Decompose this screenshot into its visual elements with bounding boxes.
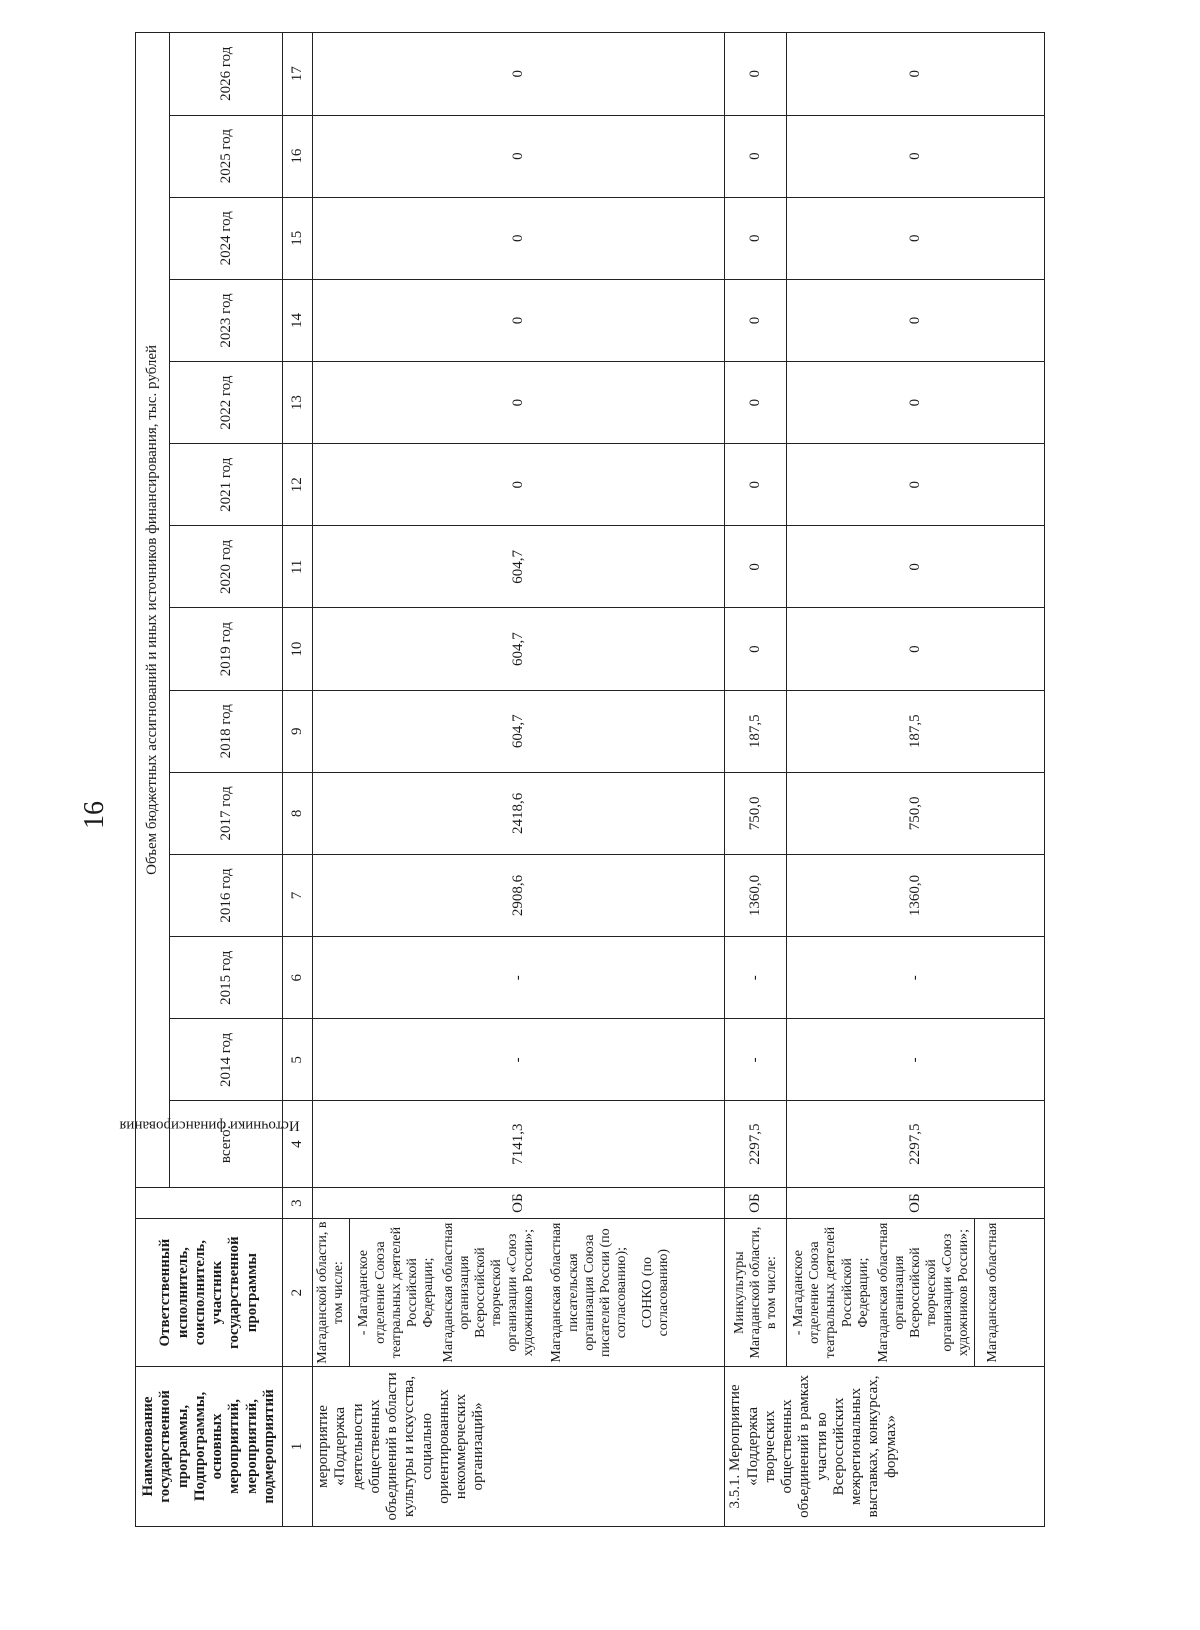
column-number: 8 (283, 772, 313, 854)
column-number: 1 (283, 1366, 313, 1526)
row-executor-item: Магаданская областная писательская организация Союза писателей России (по согласованию); (549, 1222, 629, 1363)
row-executor-item: СОНКО (по согласованию) (639, 1248, 672, 1337)
row-value: - (787, 937, 1045, 1019)
row-source: ОБ (787, 1187, 1045, 1219)
row-value: 0 (725, 608, 787, 690)
header-year: 2020 год (170, 526, 283, 608)
header-year: 2026 год (170, 33, 283, 116)
header-year: 2022 год (170, 362, 283, 444)
row-source: ОБ (725, 1187, 787, 1219)
row-source: ОБ (313, 1187, 725, 1219)
row-value: - (787, 1019, 1045, 1101)
column-number: 17 (283, 33, 313, 116)
row-value: 7141,3 (313, 1101, 725, 1187)
table-row (313, 33, 725, 1527)
row-value: 604,7 (313, 690, 725, 772)
column-number: 14 (283, 279, 313, 361)
funding-table (119, 32, 1045, 1527)
row-value: 0 (787, 608, 1045, 690)
row-value: 2297,5 (787, 1101, 1045, 1187)
header-total: всего: (170, 1101, 283, 1187)
row-value: 0 (787, 33, 1045, 116)
row-value: 0 (725, 526, 787, 608)
page-number: 16 (79, 801, 110, 829)
row-value: 1360,0 (725, 854, 787, 936)
row-value: 604,7 (313, 608, 725, 690)
header-year: 2016 год (170, 854, 283, 936)
row-value: - (725, 937, 787, 1019)
header-source-text: Источники финансирования (119, 1117, 300, 1134)
row-executor-item: Магаданская областная организация Всероссийской творческой организации «Союз художников России»; (875, 1222, 972, 1363)
header-year: 2014 год (170, 1019, 283, 1101)
row-value: 0 (787, 526, 1045, 608)
row-value: 2297,5 (725, 1101, 787, 1187)
header-year: 2023 год (170, 279, 283, 361)
header-executor: Ответственный исполнитель, соисполнитель, участник государственной программы (136, 1219, 283, 1366)
rotated-table-container (119, 32, 1045, 1527)
row-value: 0 (787, 362, 1045, 444)
row-value: - (313, 937, 725, 1019)
row-executor-item: Магаданская областная (974, 1219, 1003, 1365)
column-number: 9 (283, 690, 313, 772)
column-number: 13 (283, 362, 313, 444)
row-value: 0 (313, 279, 725, 361)
row-value: 0 (725, 197, 787, 279)
column-number: 16 (283, 115, 313, 197)
column-number: 15 (283, 197, 313, 279)
row-value: - (725, 1019, 787, 1101)
row-value: 0 (787, 197, 1045, 279)
row-executor (787, 1219, 1045, 1366)
row-value: 0 (313, 197, 725, 279)
row-executor-item: - Магаданское отделение Союза театральных деятелей Российской Федерации; (356, 1226, 436, 1359)
header-year: 2021 год (170, 444, 283, 526)
table-row (787, 33, 1045, 1527)
header-name: Наименование государственной программы, Подпрограммы, основных мероприятий, мероприятий, подмероприятий (136, 1366, 283, 1526)
row-executor-top: Минкультуры Магаданской области, в том числе: (725, 1219, 787, 1366)
row-value: 0 (313, 33, 725, 116)
header-year: 2019 год (170, 608, 283, 690)
row-value: 0 (313, 444, 725, 526)
row-executor (313, 1219, 725, 1366)
row-executor-item: - Магаданское отделение Союза театральных деятелей Российской Федерации; (791, 1226, 871, 1359)
row-value: 0 (787, 444, 1045, 526)
row-value: 0 (725, 115, 787, 197)
column-number: 6 (283, 937, 313, 1019)
row-value: 187,5 (787, 690, 1045, 772)
row-name: мероприятие «Поддержка деятельности общественных объединений в области культуры и искусства, социально ориентированных некоммерческих организаций» (313, 1366, 725, 1526)
row-value: 750,0 (725, 772, 787, 854)
row-executor-top: Магаданской области, в том числе: (313, 1219, 350, 1365)
row-name: 3.5.1. Мероприятие «Поддержка творческих общественных объединений в рамках участия во Всероссийских межрегиональных выставках, конкурсах, форумах» (725, 1366, 1045, 1526)
row-value: 0 (725, 33, 787, 116)
row-value: 604,7 (313, 526, 725, 608)
column-number: 11 (283, 526, 313, 608)
row-value: 2418,6 (313, 772, 725, 854)
header-year: 2017 год (170, 772, 283, 854)
row-value: 0 (313, 115, 725, 197)
row-value: 0 (787, 279, 1045, 361)
header-year: 2018 год (170, 690, 283, 772)
header-row-group (136, 33, 170, 1527)
row-value: - (313, 1019, 725, 1101)
column-number: 3 (283, 1187, 313, 1219)
header-year: 2025 год (170, 115, 283, 197)
column-number: 2 (283, 1219, 313, 1366)
row-value: 0 (725, 362, 787, 444)
header-year: 2024 год (170, 197, 283, 279)
column-number: 5 (283, 1019, 313, 1101)
row-executor-item: Магаданская областная организация Всероссийской творческой организации «Союз художников России»; (440, 1222, 537, 1363)
row-value: 0 (313, 362, 725, 444)
column-number-row (283, 33, 313, 1527)
row-value: 0 (725, 279, 787, 361)
row-value: 2908,6 (313, 854, 725, 936)
column-number: 7 (283, 854, 313, 936)
row-value: 750,0 (787, 772, 1045, 854)
row-value: 187,5 (725, 690, 787, 772)
column-number: 10 (283, 608, 313, 690)
row-value: 1360,0 (787, 854, 1045, 936)
column-number: 4 (283, 1101, 313, 1187)
column-number: 12 (283, 444, 313, 526)
row-value: 0 (725, 444, 787, 526)
header-year: 2015 год (170, 937, 283, 1019)
table-row (725, 33, 787, 1527)
row-value: 0 (787, 115, 1045, 197)
header-funding-group: Объем бюджетных ассигнований и иных источников финансирования, тыс. рублей (136, 33, 170, 1188)
